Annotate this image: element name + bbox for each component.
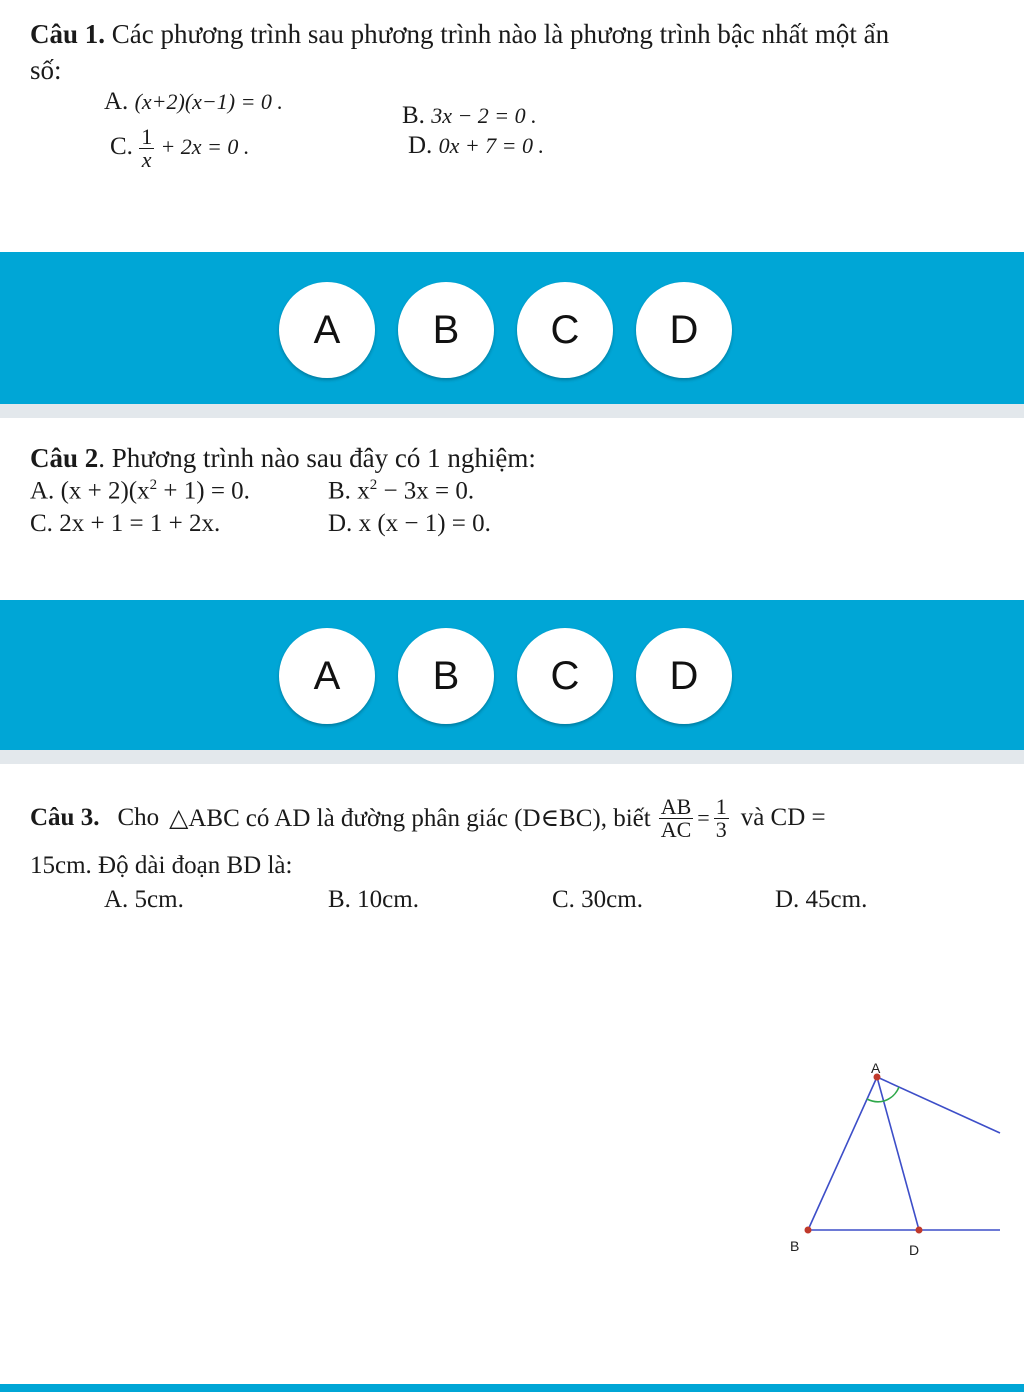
answer-2-choice-b[interactable]: B bbox=[398, 628, 494, 724]
answer-1-choice-c[interactable]: C bbox=[517, 282, 613, 378]
question-1-label: Câu 1. bbox=[30, 19, 106, 49]
label-d: D bbox=[909, 1242, 920, 1258]
q3-option-c: C. 30cm. bbox=[552, 886, 643, 913]
answer-bar-2 bbox=[0, 600, 1024, 750]
question-3-label: Câu 3. bbox=[30, 804, 100, 831]
q1-option-c-fraction: $\frac{1}{x}$ bbox=[141, 124, 153, 172]
question-3-line-1: Câu 3. Cho △ABC có AD là đường phân giác (D∈BC), biết $\frac{AB}{AC}$ = $\frac{1}{3}$ và CD = bbox=[30, 793, 826, 842]
q1-option-c: C. $\frac{1}{x}$ + 2x = 0 . bbox=[110, 124, 250, 172]
answer-2-choice-a[interactable]: A bbox=[279, 628, 375, 724]
line-ac bbox=[877, 1077, 1000, 1133]
point-d bbox=[916, 1227, 923, 1234]
q3-option-a: A. 5cm. bbox=[104, 886, 184, 913]
answer-bar-1 bbox=[0, 252, 1024, 404]
answer-2-choice-c[interactable]: C bbox=[517, 628, 613, 724]
point-b bbox=[805, 1227, 812, 1234]
question-3-text-line-2: 15cm. Độ dài đoạn BD là: bbox=[30, 852, 293, 879]
answer-2-choice-d[interactable]: D bbox=[636, 628, 732, 724]
triangle-symbol: △ABC bbox=[169, 805, 240, 832]
question-1-text: Các phương trình sau phương trình nào là phương trình bậc nhất một ẩn bbox=[111, 19, 890, 49]
label-b: B bbox=[790, 1238, 800, 1254]
bottom-accent-bar bbox=[0, 1384, 1024, 1392]
geometry-figure bbox=[760, 1055, 1024, 1265]
q3-option-b: B. 10cm. bbox=[328, 886, 419, 913]
answer-1-choice-d[interactable]: D bbox=[636, 282, 732, 378]
answer-bar-1-divider bbox=[0, 404, 1024, 418]
q2-option-b: B. $x^2 - 3x = 0$. bbox=[328, 477, 475, 505]
ratio-one-third: $\frac{1}{3}$ bbox=[715, 793, 727, 842]
question-1-line-1 bbox=[30, 18, 889, 50]
q2-option-d: D. x (x − 1) = 0. bbox=[328, 510, 491, 537]
answer-bar-2-divider bbox=[0, 750, 1024, 764]
answer-1-choice-b[interactable]: B bbox=[398, 282, 494, 378]
q2-option-a: A. $(x + 2)(x^2 + 1) = 0$. bbox=[30, 477, 250, 505]
q1-option-b: B. 3x − 2 = 0 . bbox=[402, 102, 537, 129]
label-a: A bbox=[871, 1060, 881, 1076]
angle-mark-dac bbox=[884, 1087, 899, 1101]
question-2-label: Câu 2 bbox=[30, 443, 99, 473]
q1-option-a: A. (x+2)(x−1) = 0 . bbox=[104, 88, 283, 115]
angle-mark-bad bbox=[867, 1099, 884, 1102]
question-1-text-line-2: số: bbox=[30, 55, 62, 85]
ratio-ab-ac: $\frac{AB}{AC}$ bbox=[660, 793, 692, 842]
q1-option-d: D. 0x + 7 = 0 . bbox=[408, 132, 545, 159]
question-2-text: . Phương trình nào sau đây có 1 nghiệm: bbox=[98, 443, 536, 473]
segment-ad bbox=[877, 1077, 919, 1230]
question-2-line-1 bbox=[30, 442, 536, 474]
segment-ab bbox=[808, 1077, 877, 1230]
answer-1-choice-a[interactable]: A bbox=[279, 282, 375, 378]
q2-option-c: C. 2x + 1 = 1 + 2x. bbox=[30, 510, 221, 537]
q3-option-d: D. 45cm. bbox=[775, 886, 868, 913]
